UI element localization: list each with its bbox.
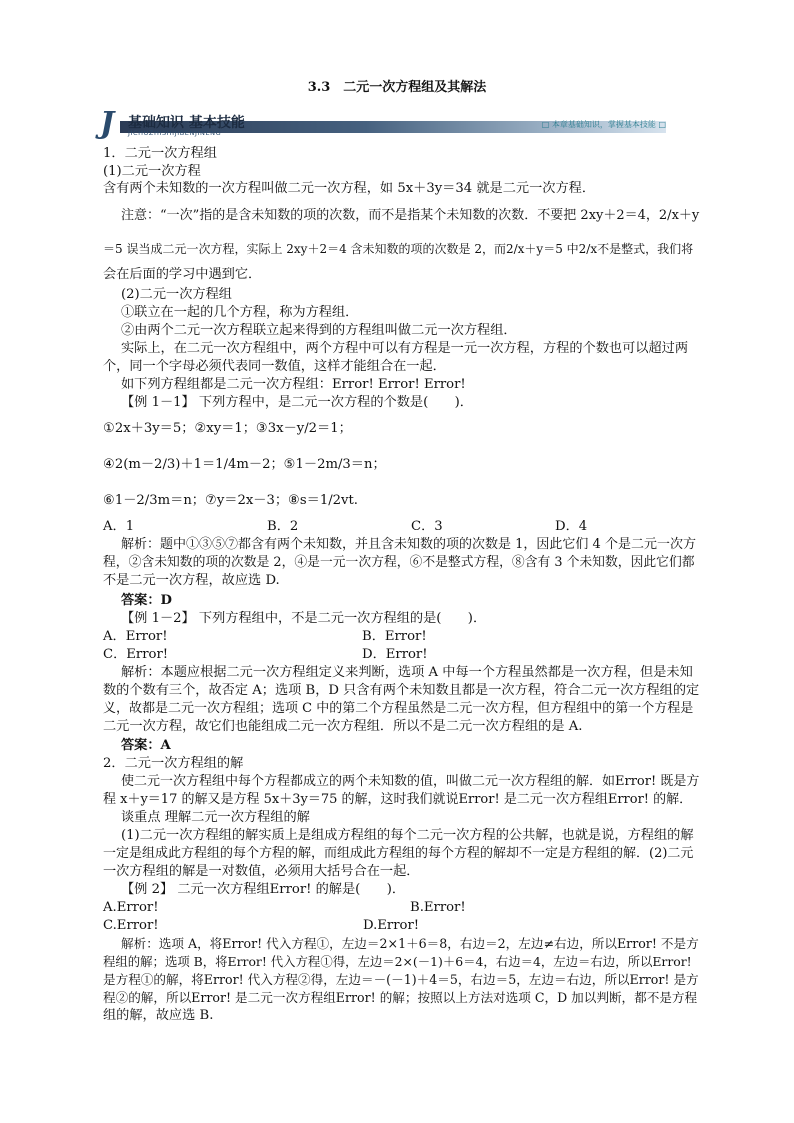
equation-line: ①2x＋3y＝5；②xy＝1；③3x－y/2＝1； bbox=[103, 421, 352, 436]
equation-line: ⑥1－2/3m＝n；⑦y＝2x－3；⑧s＝1/2vt. bbox=[103, 493, 358, 508]
example-heading: 【例 2】 二元一次方程组Error! 的解是( )． bbox=[121, 882, 406, 897]
answer-text: 答案：A bbox=[121, 738, 171, 753]
analysis-text: 数的个数有三个，故否定 A；选项 B，D 只含有两个未知数且都是一次方程，符合二元一次方程组的定 bbox=[103, 683, 700, 698]
text-line: 程 x＋y＝17 的解又是方程 5x＋3y＝75 的解，这时我们就说Error! 是二元一次方程组Error! 的解． bbox=[103, 792, 693, 807]
page-title: 3.3 二元一次方程组及其解法 bbox=[307, 80, 487, 95]
analysis-text: 程②的解，所以Error! 是二元一次方程组Error! 的解；按照以上方法对选项 C，D 加以判断，都不是方程 bbox=[103, 990, 698, 1005]
text-line: ①联立在一起的几个方程，称为方程组． bbox=[121, 305, 359, 320]
option-d: D．4 bbox=[555, 519, 588, 534]
example-heading: 【例 1－2】 下列方程组中，不是二元一次方程组的是( )． bbox=[121, 611, 487, 626]
option-c: C．3 bbox=[411, 519, 443, 534]
banner-pinyin: JICHUZHISHIJIBENJINENG bbox=[128, 129, 222, 137]
subsection-heading: (1)二元一次方程 bbox=[103, 164, 201, 179]
text-line: 使二元一次方程组中每个方程都成立的两个未知数的值，叫做二元一次方程组的解．如Error! 既是方 bbox=[121, 774, 700, 789]
option-b: B．2 bbox=[267, 519, 299, 534]
analysis-text: 解析：题中①③⑤⑦都含有两个未知数，并且含未知数的项的次数是 1，因此它们 4 个是二元一次方 bbox=[121, 537, 696, 552]
subsection-heading: (2)二元一次方程组 bbox=[121, 287, 232, 302]
analysis-text: 解析：选项 A，将Error! 代入方程①，左边＝2×1＋6＝8，右边＝2，左边≠右边，所以Error! 不是方 bbox=[121, 936, 699, 951]
section-heading: 2．二元一次方程组的解 bbox=[103, 756, 244, 771]
analysis-text: 二元一次方程，故它们也能组成二元一次方程组．所以不是二元一次方程组的是 A. bbox=[103, 719, 583, 734]
option-a: A．Error! bbox=[103, 629, 168, 644]
banner-logo-letter: J bbox=[100, 106, 115, 141]
analysis-text: 解析：本题应根据二元一次方程组定义来判断，选项 A 中每一个方程虽然都是一次方程，但是未知 bbox=[121, 665, 693, 680]
option-d: D.Error! bbox=[363, 918, 420, 933]
key-point-text: 一次方程组的解是一对数值，必须用大括号合在一起． bbox=[103, 864, 420, 879]
key-point-heading: 谈重点 理解二元一次方程组的解 bbox=[121, 810, 310, 825]
option-c: C.Error! bbox=[103, 918, 159, 933]
analysis-text: 是方程①的解，将Error! 代入方程②得，左边＝－(－1)＋4＝5，右边＝5，左边＝右边，所以Error! 是方 bbox=[103, 972, 699, 987]
analysis-text: 义，故都是二元一次方程组；选项 C 中的第二个方程虽然是二元一次方程，但方程组中的第一个方程是 bbox=[103, 701, 694, 716]
section-banner bbox=[100, 106, 666, 141]
analysis-text: 组的解，故应选 B. bbox=[103, 1008, 214, 1023]
text-line: 个，同一个字母必须代表同一数值，这样才能组合在一起． bbox=[103, 359, 446, 374]
option-c: C．Error! bbox=[103, 647, 169, 662]
option-b: B．Error! bbox=[362, 629, 427, 644]
text-line: 注意：“一次”指的是含未知数的项的次数，而不是指某个未知数的次数．不要把 2xy＋2＝4，2/x＋y bbox=[121, 208, 700, 223]
text-line: 实际上，在二元一次方程组中，两个方程中可以有方程是一元一次方程，方程的个数也可以超过两 bbox=[121, 341, 689, 356]
key-point-text: (1)二元一次方程组的解实质上是组成方程组的每个二元一次方程的公共解，也就是说，方程组的解 bbox=[121, 828, 694, 843]
text-line: ＝5 误当成二元一次方程，实际上 2xy＋2＝4 含未知数的项的次数是 2，而2/x＋y＝5 中2/x不是整式，我们将 bbox=[103, 242, 694, 256]
answer-text: 答案：D bbox=[121, 593, 172, 608]
example-heading: 【例 1－1】 下列方程中，是二元一次方程的个数是( )． bbox=[121, 395, 473, 410]
option-a: A.Error! bbox=[103, 900, 159, 915]
analysis-text: 程组的解；选项 B，将Error! 代入方程①得，左边＝2×(－1)＋6＝4，右边＝4，左边＝右边，所以Error! bbox=[103, 954, 692, 969]
option-d: D．Error! bbox=[362, 647, 428, 662]
analysis-text: 不是二元一次方程，故应选 D. bbox=[103, 573, 280, 588]
text-line: ②由两个二元一次方程联立起来得到的方程组叫做二元一次方程组． bbox=[121, 323, 517, 338]
option-a: A．1 bbox=[103, 519, 135, 534]
text-line: 如下列方程组都是二元一次方程组：Error! Error! Error! bbox=[121, 377, 466, 392]
key-point-text: 一定是组成此方程组的每个方程的解，而组成此方程组的每个方程的解却不一定是方程组的解．(2)二元 bbox=[103, 846, 694, 861]
option-b: B.Error! bbox=[410, 900, 466, 915]
banner-label: 基础知识 基本技能 bbox=[128, 115, 245, 131]
analysis-text: 程，②含未知数的项的次数是 2，④是一元一次方程，⑥不是整式方程，⑧含有 3 个未知数，因此它们都 bbox=[103, 555, 695, 570]
equation-line: ④2(m－2/3)＋1＝1/4m－2；⑤1－2m/3＝n； bbox=[103, 457, 386, 472]
section-heading: 1．二元一次方程组 bbox=[103, 146, 217, 161]
text-line: 会在后面的学习中遇到它． bbox=[103, 267, 262, 282]
banner-tag: □ 本章基础知识，掌握基本技能 □ bbox=[541, 120, 666, 129]
text-line: 含有两个未知数的一次方程叫做二元一次方程，如 5x＋3y＝34 就是二元一次方程． bbox=[103, 181, 596, 196]
